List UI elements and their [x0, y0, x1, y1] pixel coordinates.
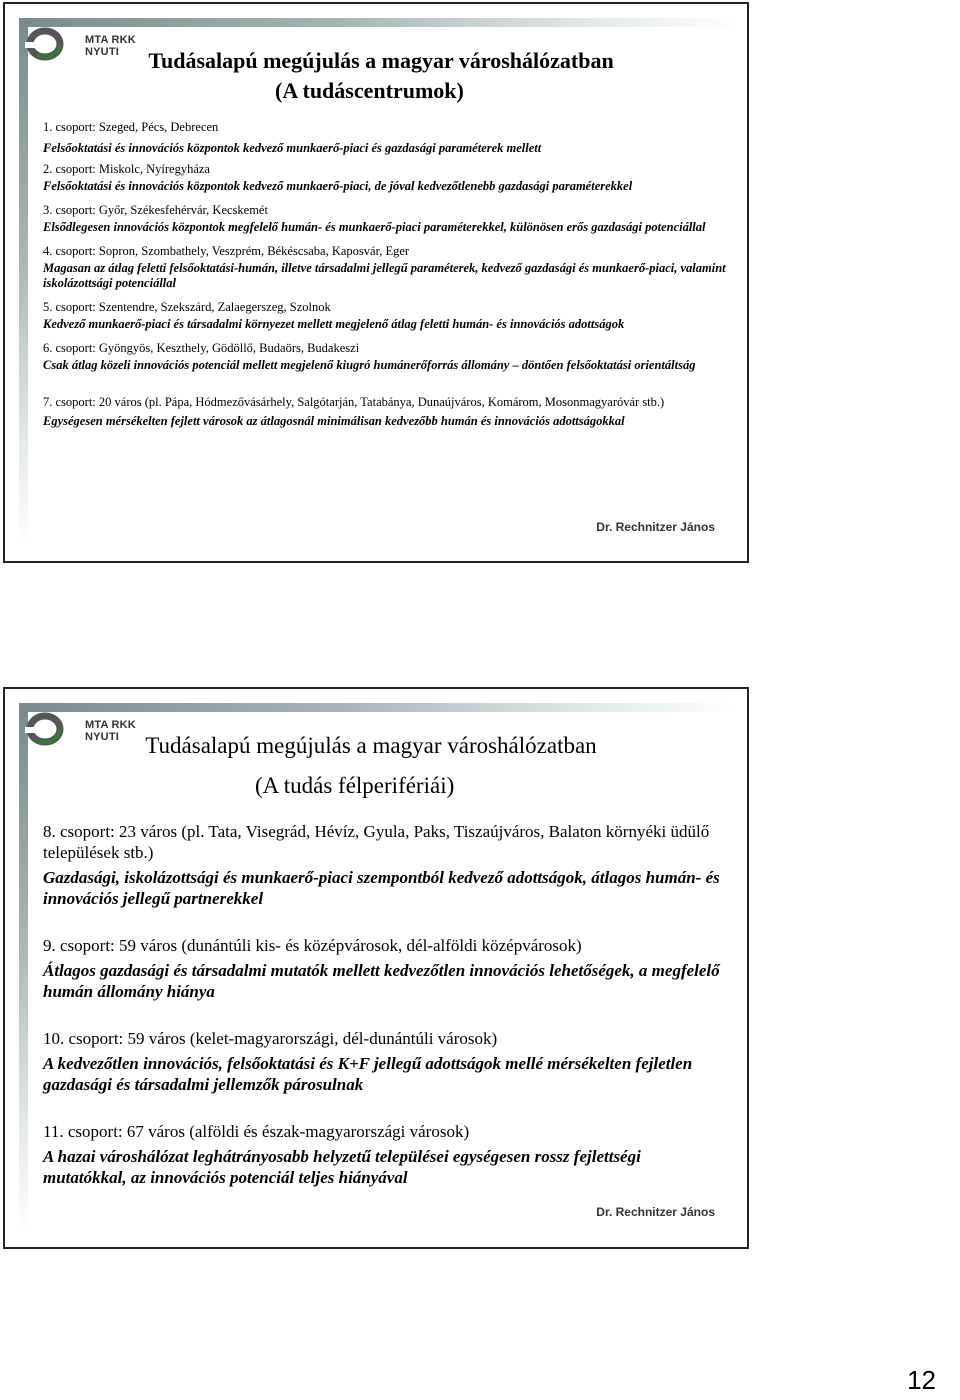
- group-item: [43, 1028, 727, 1095]
- slide-title: Tudásalapú megújulás a magyar városhálózatban: [148, 48, 614, 73]
- group-description: Átlagos gazdasági és társadalmi mutatók mellett kedvezőtlen innovációs lehetőségek, a megfelelő humán állomány hiánya: [43, 961, 720, 1001]
- group-item: [43, 395, 733, 429]
- group-item: [43, 120, 733, 156]
- slide-title: Tudásalapú megújulás a magyar városhálózatban: [145, 733, 597, 758]
- decorative-left-bar: [19, 703, 28, 1233]
- logo-text: MTA RKK NYUTI: [85, 719, 136, 743]
- group-description: Magasan az átlag feletti felsőoktatási-humán, illetve társadalmi jellegű paraméterek, kedvező gazdasági és munkaerő-piaci, valamint iskolázottsági potenciállal: [43, 261, 726, 290]
- group-list: [43, 120, 733, 429]
- group-heading: 8. csoport: 23 város (pl. Tata, Visegrád, Hévíz, Gyula, Paks, Tiszaújváros, Balaton környéki üdülő települések stb.): [43, 822, 710, 862]
- slide-subtitle: (A tudáscentrumok): [275, 78, 464, 103]
- group-heading: 2. csoport: Miskolc, Nyíregyháza: [43, 162, 210, 176]
- group-item: [43, 1121, 727, 1188]
- page-number: 12: [907, 1365, 936, 1395]
- decorative-left-bar: [19, 18, 28, 548]
- group-heading: 1. csoport: Szeged, Pécs, Debrecen: [43, 120, 219, 134]
- author-signature: Dr. Rechnitzer János: [596, 1205, 715, 1219]
- slide-tudascentrumok: [3, 2, 749, 563]
- group-list: [43, 821, 727, 1188]
- logo-swirl-icon: [23, 22, 67, 62]
- slide-tudas-felperiferiai: [3, 687, 749, 1249]
- group-heading: 9. csoport: 59 város (dunántúli kis- és középvárosok, dél-alföldi középvárosok): [43, 936, 582, 955]
- group-description: A kedvezőtlen innovációs, felsőoktatási és K+F jellegű adottságok mellé mérsékelten fejletlen gazdasági és társadalmi jellemzők párosulnak: [43, 1054, 693, 1094]
- logo-text: MTA RKK NYUTI: [85, 34, 136, 58]
- group-description: Elsődlegesen innovációs központok megfelelő humán- és munkaerő-piaci paraméterekkel, különösen erős gazdasági potenciállal: [43, 220, 706, 234]
- logo-swirl-icon: [23, 707, 67, 747]
- group-heading: 10. csoport: 59 város (kelet-magyarországi, dél-dunántúli városok): [43, 1029, 498, 1048]
- group-item: [43, 935, 727, 1002]
- group-description: Kedvező munkaerő-piaci és társadalmi környezet mellett megjelenő átlag feletti humán- és innovációs adottságok: [43, 317, 625, 331]
- group-item: [43, 300, 733, 332]
- slide-subtitle: (A tudás félperifériái): [255, 773, 455, 798]
- group-item: [43, 162, 733, 194]
- group-item: [43, 203, 733, 235]
- group-heading: 7. csoport: 20 város (pl. Pápa, Hódmezővásárhely, Salgótarján, Tatabánya, Dunaújváros, Komárom, Mosonmagyaróvár stb.): [43, 395, 665, 409]
- group-item: [43, 244, 733, 291]
- group-description: Felsőoktatási és innovációs központok kedvező munkaerő-piaci, de jóval kedvezőtlenebb gazdasági paraméterekkel: [43, 179, 633, 193]
- author-signature: Dr. Rechnitzer János: [596, 520, 715, 534]
- group-heading: 3. csoport: Győr, Székesfehérvár, Kecskemét: [43, 203, 268, 217]
- group-description: Csak átlag közeli innovációs potenciál mellett megjelenő kiugró humánerőforrás állomány – döntően felsőoktatási orientáltság: [43, 358, 696, 372]
- group-description: Egységesen mérsékelten fejlett városok az átlagosnál minimálisan kedvezőbb humán és innovációs adottságokkal: [43, 414, 625, 428]
- group-heading: 5. csoport: Szentendre, Szekszárd, Zalaegerszeg, Szolnok: [43, 300, 331, 314]
- group-description: Felsőoktatási és innovációs központok kedvező munkaerő-piaci és gazdasági paraméterek mellett: [43, 141, 542, 155]
- group-heading: 11. csoport: 67 város (alföldi és észak-magyarországi városok): [43, 1122, 470, 1141]
- group-heading: 6. csoport: Gyöngyös, Keszthely, Gödöllő, Budaörs, Budakeszi: [43, 341, 360, 355]
- group-heading: 4. csoport: Sopron, Szombathely, Veszprém, Békéscsaba, Kaposvár, Eger: [43, 244, 410, 258]
- group-description: A hazai városhálózat leghátrányosabb helyzetű települései egységesen rossz fejlettségi mutatókkal, az innovációs potenciál teljes hiányával: [43, 1147, 641, 1187]
- group-item: [43, 821, 727, 909]
- group-description: Gazdasági, iskolázottsági és munkaerő-piaci szempontból kedvező adottságok, átlagos humán- és innovációs jellegű partnerekkel: [43, 868, 720, 908]
- group-item: [43, 341, 733, 373]
